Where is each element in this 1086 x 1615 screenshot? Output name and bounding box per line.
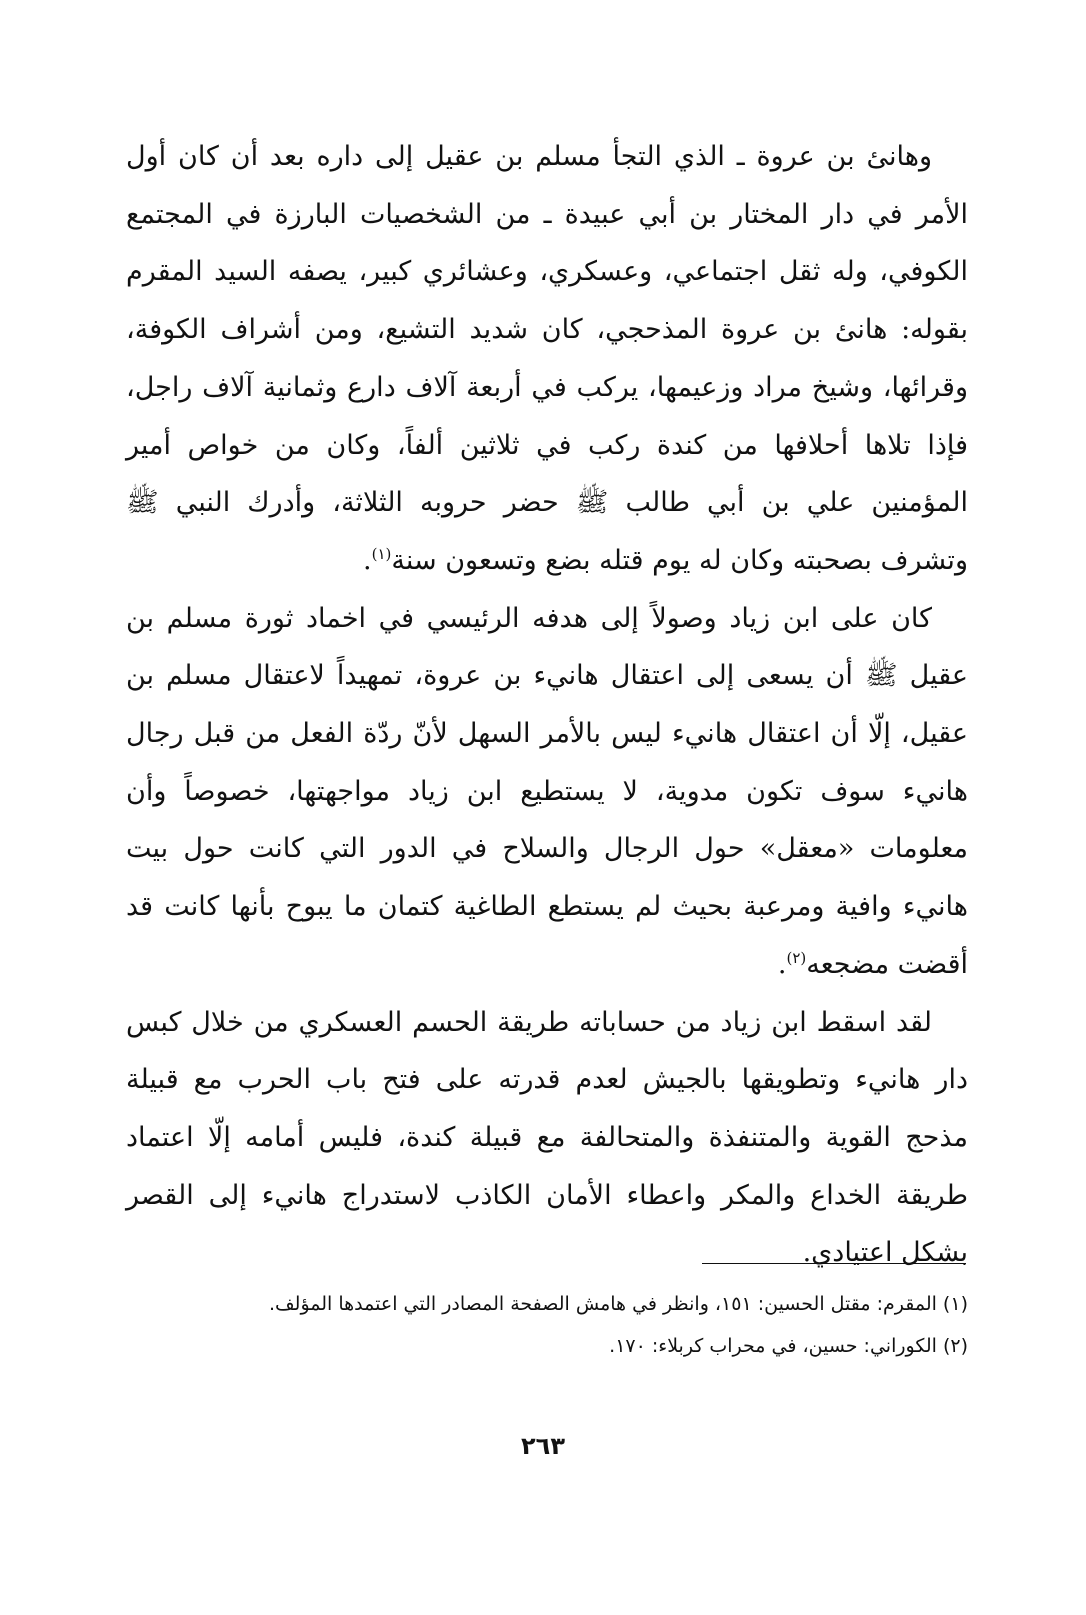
footnotes xyxy=(126,1283,968,1367)
paragraph-2 xyxy=(126,590,968,994)
sentence-end-2: . xyxy=(777,948,787,980)
page-number: ٢٦٣ xyxy=(521,1432,565,1460)
main-text xyxy=(126,128,968,1282)
sentence-end-1: . xyxy=(363,544,372,576)
paragraph-3: لقد اسقط ابن زياد من حساباته طريقة الحسم العسكري من خلال كبس دار هانيء وتطويقها بالجيش لعدم قدرته على فتح باب الحرب مع قبيلة مذحج القوية والمتنفذة والمتحالفة مع قبيلة كندة، فليس أمامه إلّا اعتماد طريقة الخداع والمكر واعطاء الأمان الكاذب لاستدراج هانيء إلى القصر بشكل اعتيادي. xyxy=(126,1006,968,1269)
footnote-1: (١) المقرم: مقتل الحسين: ١٥١، وانظر في هامش الصفحة المصادر التي اعتمدها المؤلف. xyxy=(268,1293,968,1315)
footnote-ref-2: (٢) xyxy=(786,948,807,967)
paragraph-1 xyxy=(126,128,968,590)
footnote-ref-1: (١) xyxy=(371,544,392,563)
paragraph-1-text: وهانئ بن عروة ـ الذي التجأ مسلم بن عقيل إلى داره بعد أن كان أول الأمر في دار المختار بن أبي عبيدة ـ من الشخصيات البارزة في المجتمع الكوفي، وله ثقل اجتماعي، وعسكري، وعشائري كبير، يصفه السيد المقرم بقوله: هانئ بن عروة المذحجي، كان شديد التشيع، ومن أشراف الكوفة، وقرائها، وشيخ مراد وزعيمها، يركب في أربعة آلاف دارع وثمانية آلاف راجل، فإذا تلاها أحلافها من كندة ركب في ثلاثين ألفاً، وكان من خواص أمير المؤمنين علي بن أبي طالب ﷺ حضر حروبه الثلاثة، وأدرك النبي ﷺ وتشرف بصحبته وكان له يوم قتله بضع وتسعون سنة xyxy=(126,141,968,576)
footnote-2: (٢) الكوراني: حسين، في محراب كربلاء: ١٧٠. xyxy=(609,1335,968,1357)
footnote-divider xyxy=(702,1263,966,1264)
paragraph-2-text: كان على ابن زياد وصولاً إلى هدفه الرئيسي في اخماد ثورة مسلم بن عقيل ﷺ أن يسعى إلى اعتقال هانيء بن عروة، تمهيداً لاعتقال مسلم بن عقيل، إلّا أن اعتقال هانيء ليس بالأمر السهل لأنّ ردّة الفعل من قبل رجال هانيء سوف تكون مدوية، لا يستطيع ابن زياد مواجهتها، خصوصاً وأن معلومات «معقل» حول الرجال والسلاح في الدور التي كانت حول بيت هانيء وافية ومرعبة بحيث لم يستطع الطاغية كتمان ما يبوح بأنها كانت قد أقضت مضجعه xyxy=(126,602,968,980)
